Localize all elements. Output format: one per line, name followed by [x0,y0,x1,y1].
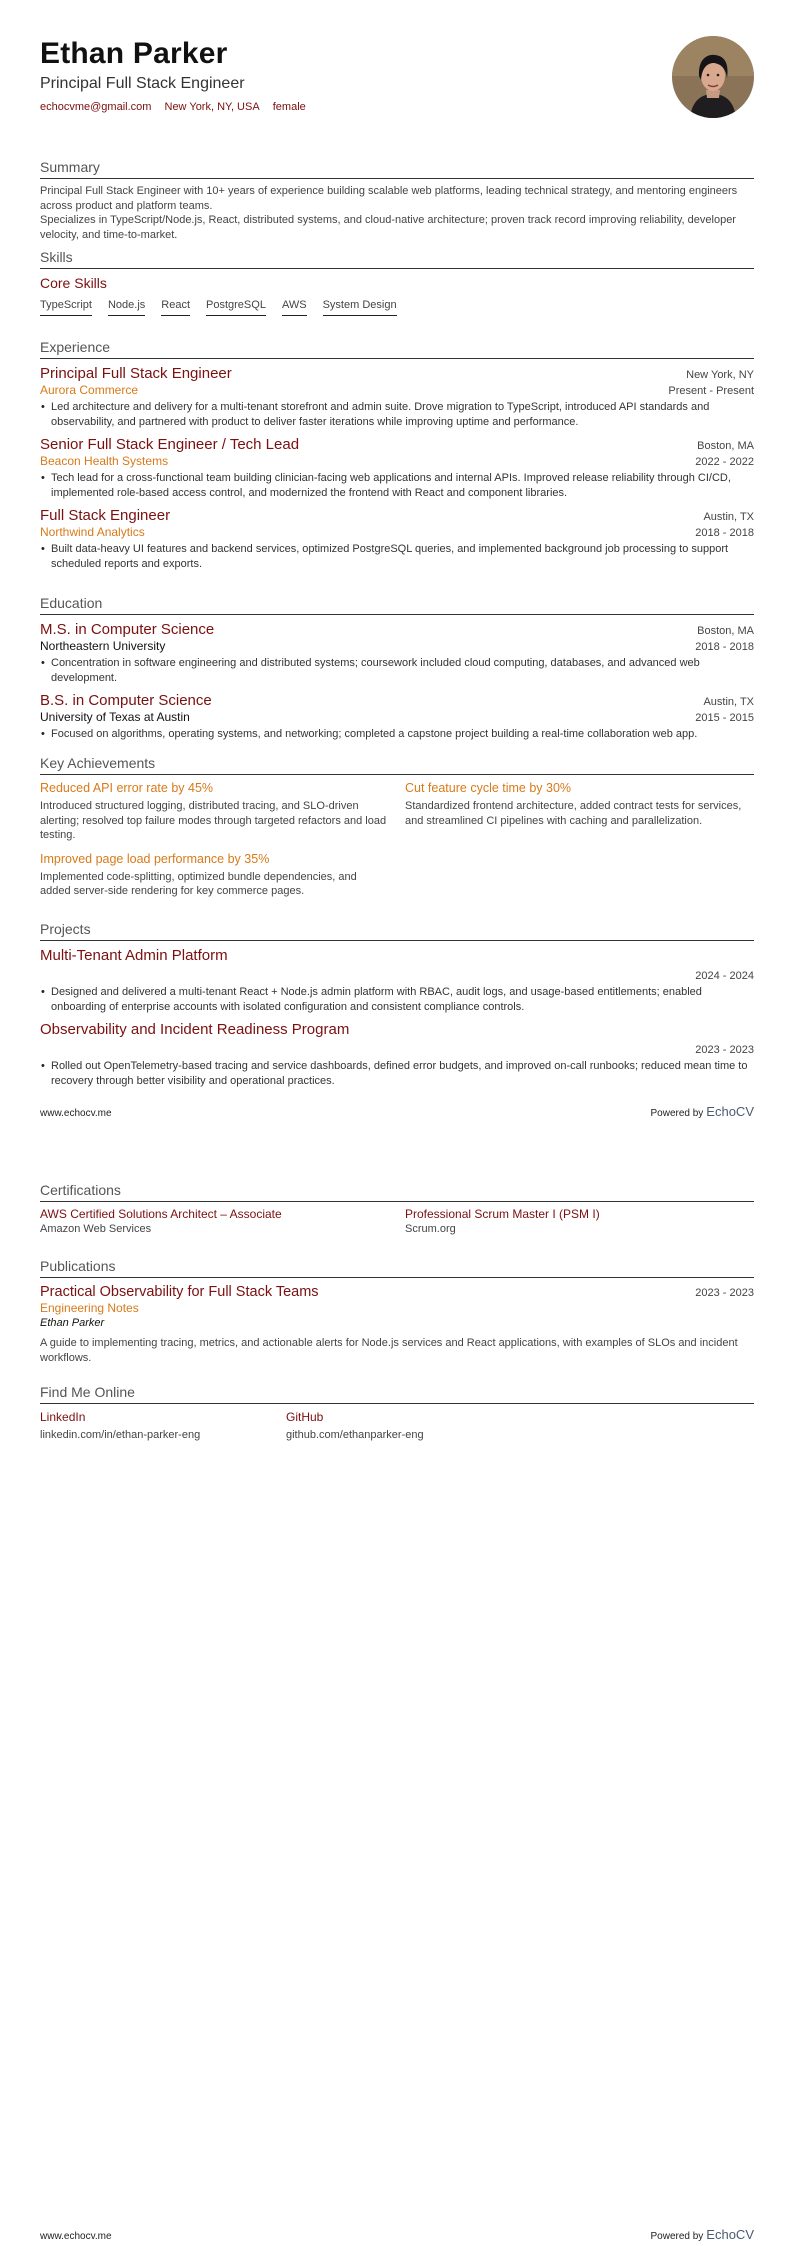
page-footer [40,1104,754,1119]
project-entry [40,1020,754,1088]
job-dates: Present - Present [668,385,754,397]
powered-by [650,1104,754,1119]
job-entry [40,435,754,500]
online-link-item [286,1409,532,1443]
gender-text: female [272,101,306,113]
certification-title: AWS Certified Solutions Architect – Associate [40,1207,282,1221]
job-bullet: • Led architecture and delivery for a multi-tenant storefront and admin suite. Drove migration to TypeScript, introduced API standards and observability, and partnered with product to deliver faster iterations while improving uptime and performance. [40,400,754,429]
job-role: Senior Full Stack Engineer / Tech Lead [40,436,300,453]
education-dates: 2015 - 2015 [695,712,754,724]
job-location: New York, NY [686,369,754,381]
school-location: Austin, TX [703,696,754,708]
section-heading: Education [40,594,754,615]
powered-by-text: Powered by [650,1108,704,1119]
skill-chip: AWS [282,298,307,316]
job-location: Boston, MA [697,440,754,452]
achievement-description: Standardized frontend architecture, added contract tests for services, and streamlined CI pipelines with caching and parallelization. [405,800,742,827]
project-bullet: • Rolled out OpenTelemetry-based tracing and service dashboards, defined error budgets, and improved on-call runbooks; reduced mean time to recovery through better visibility and operational practices. [40,1059,754,1088]
projects-section [40,920,754,1094]
education-bullet: • Concentration in software engineering and distributed systems; coursework included cloud computing, databases, and advanced web development. [40,656,754,685]
achievement-title: Reduced API error rate by 45% [40,781,214,795]
certification-issuer: Scrum.org [405,1223,456,1235]
job-bullet: • Built data-heavy UI features and backend services, optimized PostgreSQL queries, and implemented background job processing to support scheduled reports and exports. [40,542,754,571]
achievement-item [40,780,389,843]
job-company: Beacon Health Systems [40,454,169,468]
school-name: Northeastern University [40,639,166,653]
achievement-description: Introduced structured logging, distributed tracing, and SLO-driven alerting; resolved top failure modes through targeted refactors and load testing. [40,800,387,841]
avatar [672,36,754,118]
certification-issuer: Amazon Web Services [40,1223,152,1235]
powered-by [650,2227,754,2242]
section-heading: Projects [40,920,754,941]
candidate-name: Ethan Parker [40,37,228,70]
education-dates: 2018 - 2018 [695,641,754,653]
skills-section [40,248,754,316]
publication-publisher: Engineering Notes [40,1301,139,1315]
section-heading: Summary [40,158,754,179]
education-section [40,594,754,748]
skill-list [40,298,754,316]
github-label: GitHub [286,1410,324,1424]
resume-header [40,36,754,122]
publication-author: Ethan Parker [40,1317,105,1329]
summary-paragraph: Principal Full Stack Engineer with 10+ years of experience building scalable web platforms, leading technical strategy, and mentoring engineers across product and platform teams. [40,185,738,212]
job-company: Aurora Commerce [40,383,139,397]
linkedin-link[interactable]: linkedin.com/in/ethan-parker-eng [40,1429,201,1441]
job-entry [40,506,754,571]
skill-chip: System Design [323,298,397,316]
degree-title: B.S. in Computer Science [40,692,212,709]
achievement-title: Cut feature cycle time by 30% [405,781,572,795]
education-entry [40,691,754,742]
job-role: Full Stack Engineer [40,507,171,524]
email-link[interactable]: echocvme@gmail.com [40,101,152,113]
certification-item [405,1207,754,1237]
github-link[interactable]: github.com/ethanparker-eng [286,1429,424,1441]
education-entry [40,620,754,685]
linkedin-label: LinkedIn [40,1410,86,1424]
publication-dates: 2023 - 2023 [695,1287,754,1299]
powered-by-text: Powered by [650,2231,704,2242]
project-dates: 2024 - 2024 [695,970,754,982]
skill-chip: TypeScript [40,298,92,316]
publication-entry [40,1283,754,1365]
summary-section [40,158,754,242]
contact-line [40,100,754,114]
education-bullet: • Focused on algorithms, operating systems, and networking; completed a capstone project building a real-time collaboration web app. [40,727,754,742]
location-text: New York, NY, USA [164,101,260,113]
section-heading: Find Me Online [40,1383,754,1404]
job-dates: 2018 - 2018 [695,527,754,539]
certification-item [40,1207,389,1237]
publications-section [40,1257,754,1365]
section-heading: Key Achievements [40,754,754,775]
project-dates: 2023 - 2023 [695,1044,754,1056]
footer-site-link[interactable]: www.echocv.me [40,1108,112,1119]
project-entry [40,946,754,1014]
project-name: Observability and Incident Readiness Program [40,1021,350,1038]
job-role: Principal Full Stack Engineer [40,365,232,382]
certifications-section [40,1181,754,1237]
school-name: University of Texas at Austin [40,710,190,724]
section-heading: Publications [40,1257,754,1278]
achievements-section [40,754,754,899]
online-links [40,1409,754,1443]
section-heading: Certifications [40,1181,754,1202]
page-footer [40,2227,754,2242]
achievements-grid [40,780,754,899]
online-section [40,1383,754,1443]
publication-description: A guide to implementing tracing, metrics, and actionable alerts for Node.js services and React applications, with examples of SLOs and incident workflows. [40,1337,738,1364]
job-dates: 2022 - 2022 [695,456,754,468]
school-location: Boston, MA [697,625,754,637]
section-heading: Skills [40,248,754,269]
skill-group-title: Core Skills [40,275,107,291]
achievement-title: Improved page load performance by 35% [40,851,270,866]
job-company: Northwind Analytics [40,525,145,539]
brand-logo-text[interactable]: EchoCV [706,2227,754,2242]
skill-chip: Node.js [108,298,145,316]
publication-title: Practical Observability for Full Stack Teams [40,1284,319,1300]
skill-chip: React [161,298,190,316]
achievement-item [40,851,389,899]
job-entry [40,364,754,429]
project-bullet: • Designed and delivered a multi-tenant React + Node.js admin platform with RBAC, audit logs, and usage-based entitlements; enabled onboarding of enterprise accounts with isolated configuration and consistent compliance controls. [40,985,754,1014]
online-link-item [40,1409,286,1443]
resume-page-2 [0,1123,794,2246]
summary-paragraph: Specializes in TypeScript/Node.js, React, distributed systems, and cloud-native architecture; proven track record improving reliability, developer velocity, and time-to-market. [40,214,736,241]
job-location: Austin, TX [703,511,754,523]
job-bullet: • Tech lead for a cross-functional team building clinician-facing web applications and internal APIs. Improved release reliability through CI/CD, implemented role-based access control, and modernized the frontend with React and component libraries. [40,471,754,500]
experience-section [40,338,754,577]
certification-title: Professional Scrum Master I (PSM I) [405,1207,600,1221]
section-heading: Experience [40,338,754,359]
certifications-grid [40,1207,754,1237]
brand-logo-text[interactable]: EchoCV [706,1104,754,1119]
degree-title: M.S. in Computer Science [40,621,215,638]
footer-site-link[interactable]: www.echocv.me [40,2231,112,2242]
project-name: Multi-Tenant Admin Platform [40,947,228,964]
skill-chip: PostgreSQL [206,298,266,316]
achievement-description: Implemented code-splitting, optimized bundle dependencies, and added server-side rendering for key commerce pages. [40,870,357,897]
candidate-title: Principal Full Stack Engineer [40,75,245,92]
achievement-item [405,780,754,843]
